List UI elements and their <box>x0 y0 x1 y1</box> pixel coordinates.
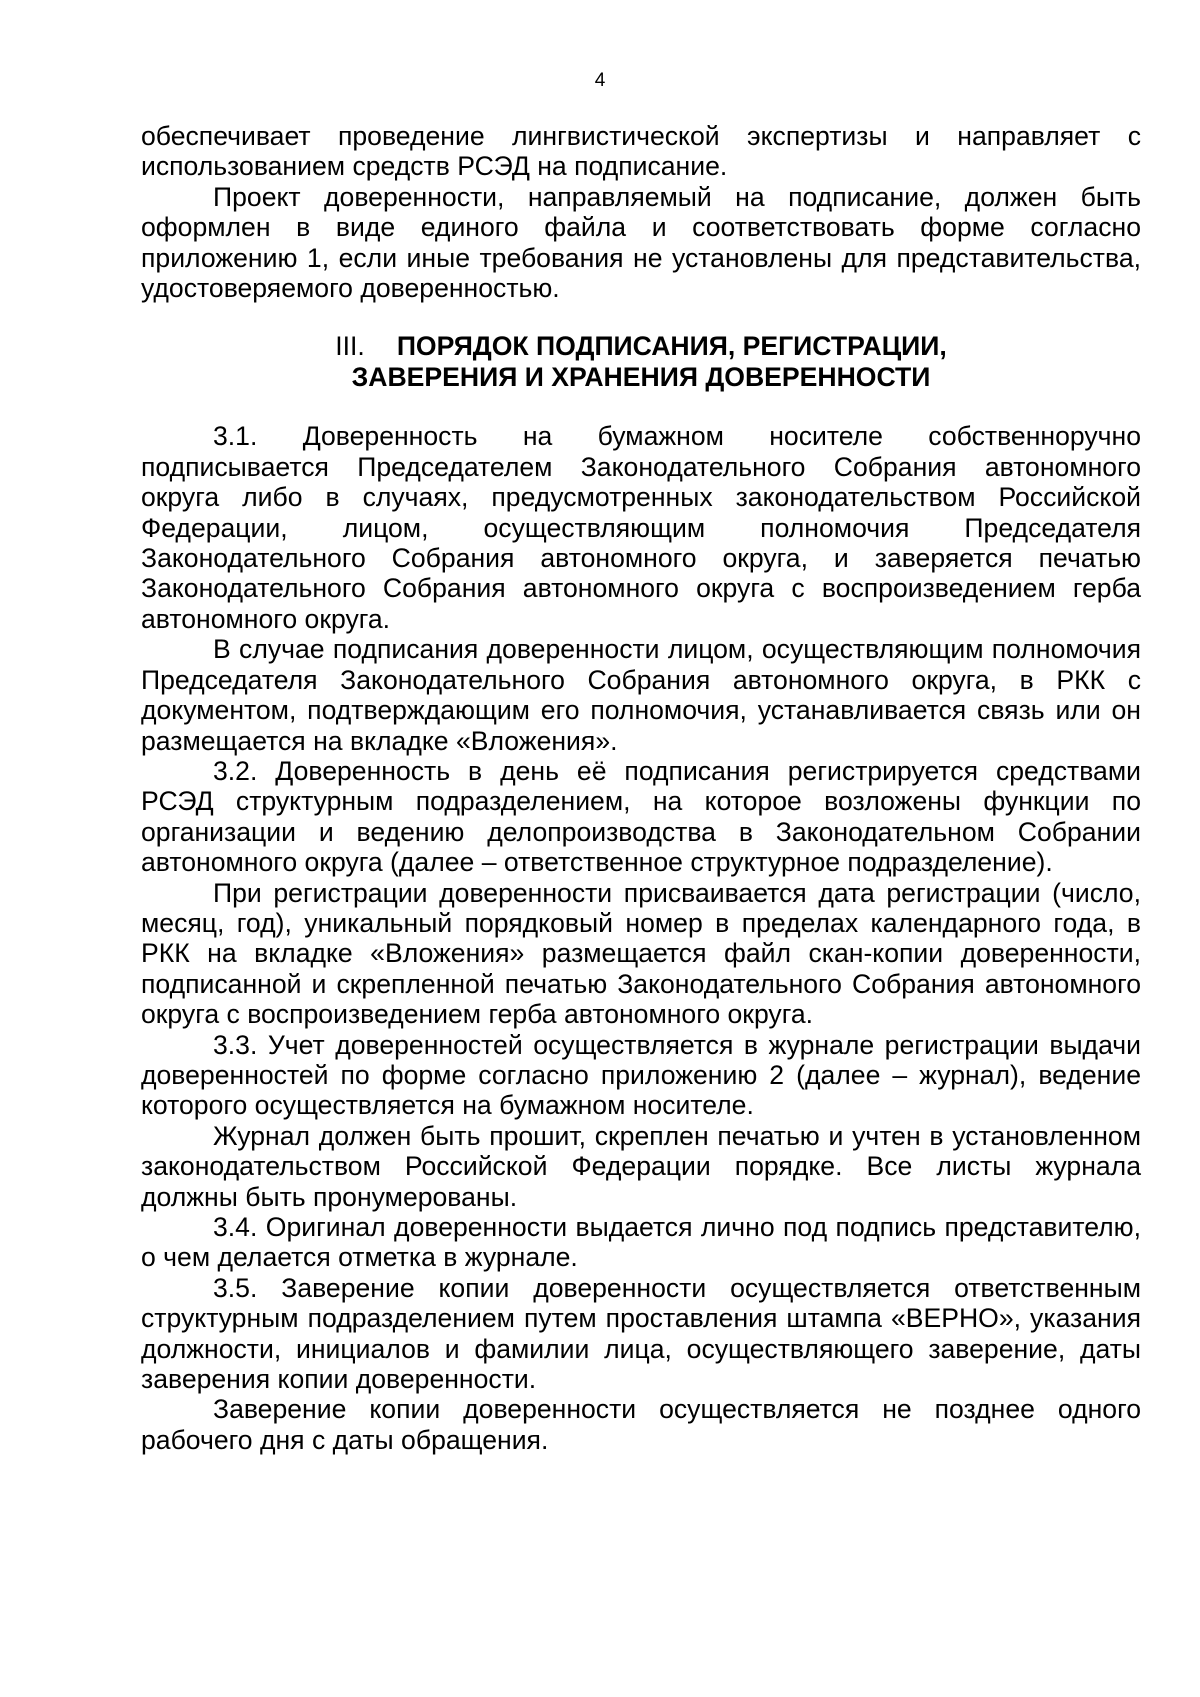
paragraph: обеспечивает проведение лингвистической экспертизы и направляет с использованием средств РСЭД на подписание. <box>141 121 1141 182</box>
page-number: 4 <box>594 70 606 91</box>
paragraph-3-2: 3.2. Доверенность в день её подписания регистрируется средствами РСЭД структурным подразделением, на которое возложены функции по организации и ведению делопроизводства в Законодательном Собрании автономного округа (далее – ответственное структурное подразделение). <box>141 755 1141 878</box>
paragraph-3-4: 3.4. Оригинал доверенности выдается лично под подпись представителю, о чем делается отметка в журнале. <box>141 1212 1141 1273</box>
section-heading-line-1 <box>141 331 1141 362</box>
section-title-line-1: ПОРЯДОК ПОДПИСАНИЯ, РЕГИСТРАЦИИ, <box>396 331 947 362</box>
paragraph-3-1: 3.1. Доверенность на бумажном носителе собственноручно подписывается Председателем Законодательного Собрания автономного округа либо в случаях, предусмотренных законодательством Российской Федерации, лицом, осуществляющим полномочия Председателя Законодательного Собрания автономного округа, и заверяется печатью Законодательного Собрания автономного округа с воспроизведением герба автономного округа. <box>141 421 1141 634</box>
section-number: III. <box>335 331 365 362</box>
section-title-line-2: ЗАВЕРЕНИЯ И ХРАНЕНИЯ ДОВЕРЕННОСТИ <box>351 362 931 393</box>
paragraph-3-5: 3.5. Заверение копии доверенности осуществляется ответственным структурным подразделением путем проставления штампа «ВЕРНО», указания должности, инициалов и фамилии лица, осуществляющего заверение, даты заверения копии доверенности. <box>141 1272 1141 1395</box>
paragraph-3-3: 3.3. Учет доверенностей осуществляется в журнале регистрации выдачи доверенностей по форме согласно приложению 2 (далее – журнал), ведение которого осуществляется на бумажном носителе. <box>141 1029 1141 1121</box>
paragraph: В случае подписания доверенности лицом, осуществляющим полномочия Председателя Законодательного Собрания автономного округа, в РКК с документом, подтверждающим его полномочия, устанавливается связь или он размещается на вкладке «Вложения». <box>141 634 1141 756</box>
paragraph: Проект доверенности, направляемый на подписание, должен быть оформлен в виде единого файла и соответствовать форме согласно приложению 1, если иные требования не установлены для представительства, удостоверяемого доверенностью. <box>141 181 1141 304</box>
paragraph: Заверение копии доверенности осуществляется не позднее одного рабочего дня с даты обращения. <box>141 1394 1141 1455</box>
section-heading <box>141 331 1141 393</box>
paragraph: Журнал должен быть прошит, скреплен печатью и учтен в установленном законодательством Российской Федерации порядке. Все листы журнала должны быть пронумерованы. <box>141 1120 1141 1212</box>
paragraph: При регистрации доверенности присваивается дата регистрации (число, месяц, год), уникальный порядковый номер в пределах календарного года, в РКК на вкладке «Вложения» размещается файл скан-копии доверенности, подписанной и скрепленной печатью Законодательного Собрания автономного округа с воспроизведением герба автономного округа. <box>141 877 1141 1030</box>
document-body <box>141 121 1141 1455</box>
